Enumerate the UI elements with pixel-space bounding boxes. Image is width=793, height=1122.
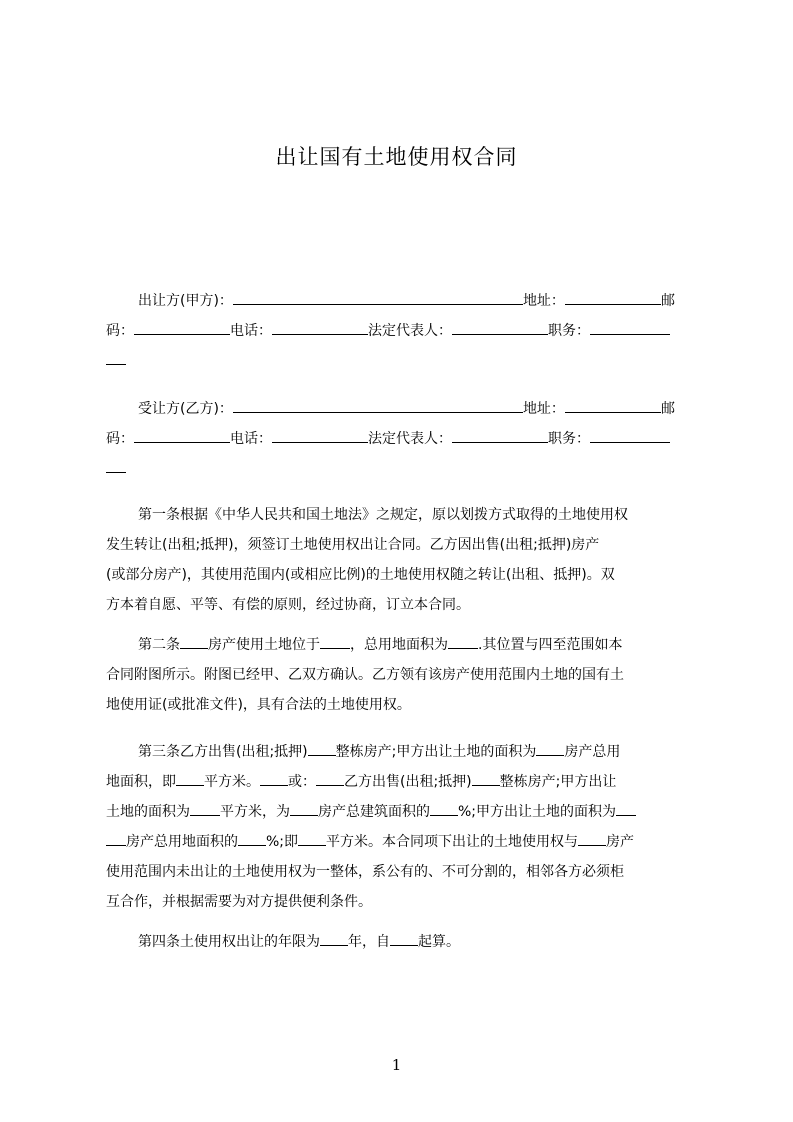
party-a-zip-label-part2: 码： xyxy=(106,323,134,339)
article-3-blank-13 xyxy=(578,828,606,846)
party-b-phone-blank xyxy=(272,425,368,443)
article-3-blank-6 xyxy=(472,768,500,786)
article-3-blank-3 xyxy=(176,768,204,786)
article-3-blank-10-cont xyxy=(106,828,126,846)
article-4-line-1 xyxy=(106,927,702,957)
article-2-text-b: 房产使用土地位于 xyxy=(208,637,320,653)
article-4 xyxy=(106,927,702,957)
party-a-title-blank-cont xyxy=(106,347,126,365)
article-3-line-1 xyxy=(106,737,702,767)
article-3-text-c: 房产总用 xyxy=(564,744,621,760)
party-b-address-label: 地址： xyxy=(522,401,565,417)
article-3-blank-8 xyxy=(290,798,318,816)
article-3-text-2a: 地面积，即 xyxy=(106,774,176,790)
party-a-phone-blank xyxy=(272,317,368,335)
party-a-title-blank xyxy=(590,317,670,335)
article-3-text-4d: 房产 xyxy=(606,834,635,850)
article-3-text-2c: 或： xyxy=(288,774,316,790)
article-3-blank-5 xyxy=(316,768,344,786)
article-3-text-2d: 乙方出售(出租;抵押) xyxy=(344,774,472,790)
article-4-years-blank xyxy=(320,928,348,946)
article-3-blank-4 xyxy=(260,768,288,786)
article-2-line-2: 合同附图所示。附图已经甲、乙双方确认。乙方领有该房产使用范围内土地的国有土 xyxy=(106,667,624,683)
party-b-zip-label-part2: 码： xyxy=(106,431,134,447)
article-3-text-4b: %;即 xyxy=(266,834,299,850)
article-3-text-3a: 土地的面积为 xyxy=(106,804,190,820)
article-3-text-2e: 整栋房产;甲方出让 xyxy=(499,774,617,790)
article-2-line-3: 地使用证(或批准文件)，具有合法的土地使用权。 xyxy=(106,697,411,713)
article-3-line-5: 使用范围内未出让的土地使用权为一整体，系公有的、不可分割的，相邻各方必须柜 xyxy=(106,864,624,880)
party-b-address-blank xyxy=(565,395,661,413)
party-a-zip-blank xyxy=(134,317,230,335)
article-2-line-1 xyxy=(106,630,702,660)
article-2-text-d: .其位置与四至范围如本 xyxy=(478,637,623,653)
article-2-heading: 第二条 xyxy=(138,637,180,653)
article-3-blank-1 xyxy=(308,738,336,756)
party-b-rep-blank xyxy=(452,425,548,443)
article-1-line-3: (或部分房产)，其使用范围内(或相应比例)的土地使用权随之转让(出租、抵押)。双 xyxy=(106,567,615,583)
article-2-property-blank xyxy=(180,631,208,649)
party-b-phone-label: 电话： xyxy=(230,431,272,447)
article-3-line-4 xyxy=(106,827,702,857)
party-a-line-3 xyxy=(106,346,702,376)
article-4-text-c: 起算。 xyxy=(418,934,460,950)
article-1-line-4: 方本着自愿、平等、有偿的原则，经过协商，订立本合同。 xyxy=(106,597,470,613)
page-number: 1 xyxy=(391,1056,402,1074)
party-b-label: 受让方(乙方)： xyxy=(138,401,233,417)
article-3-text-3c: 房产总建筑面积的 xyxy=(318,804,430,820)
article-4-start-blank xyxy=(390,928,418,946)
party-a-rep-blank xyxy=(452,317,548,335)
article-4-text-b: 年，自 xyxy=(348,934,390,950)
article-1-line-1: 第一条根据《中华人民共和国土地法》之规定，原以划拨方式取得的土地使用权 xyxy=(138,507,628,523)
party-b-title-label: 职务： xyxy=(548,431,590,447)
article-3-blank-7 xyxy=(190,798,220,816)
party-b-zip-blank xyxy=(134,425,230,443)
article-3-blank-11 xyxy=(238,828,266,846)
article-2-area-blank xyxy=(448,631,478,649)
article-3-heading: 第三条乙方出售(出租;抵押) xyxy=(138,744,308,760)
article-3-line-6: 互合作，并根据需要为对方提供便利条件。 xyxy=(106,894,372,910)
party-a-address-label: 地址： xyxy=(522,293,565,309)
party-a-name-blank xyxy=(233,287,523,305)
article-2-location-blank xyxy=(320,631,350,649)
article-3-text-4c: 平方米。本合同项下出让的土地使用权与 xyxy=(326,834,579,850)
party-a-zip-label-part1: 邮 xyxy=(660,293,675,309)
party-a-rep-label: 法定代表人： xyxy=(368,323,452,339)
party-b-rep-label: 法定代表人： xyxy=(368,431,452,447)
party-b-line-1 xyxy=(106,394,702,424)
party-b-title-blank xyxy=(590,425,670,443)
page-title: 出让国有土地使用权合同 xyxy=(275,145,518,169)
party-b-name-blank xyxy=(233,395,523,413)
party-b-title-blank-cont xyxy=(106,455,126,473)
party-b-line-2 xyxy=(106,424,702,454)
article-1 xyxy=(106,500,702,620)
article-3-text-4a: 房产总用地面积的 xyxy=(126,834,238,850)
article-3-text-3b: 平方米，为 xyxy=(220,804,290,820)
article-3-blank-10 xyxy=(616,798,636,816)
article-2 xyxy=(106,630,702,720)
party-a-address-blank xyxy=(565,287,661,305)
party-a-phone-label: 电话： xyxy=(230,323,272,339)
article-3-blank-2 xyxy=(536,738,564,756)
article-3-blank-12 xyxy=(298,828,326,846)
article-1-line-2: 发生转让(出租;抵押)，须签订土地使用权出让合同。乙方因出售(出租;抵押)房产 xyxy=(106,537,600,553)
article-3-text-2b: 平方米。 xyxy=(204,774,260,790)
article-3-line-2 xyxy=(106,767,702,797)
article-3 xyxy=(106,737,702,917)
party-a-label: 出让方(甲方)： xyxy=(138,293,233,309)
article-3-text-3d: %;甲方出让土地的面积为 xyxy=(458,804,617,820)
party-a-line-1 xyxy=(106,286,702,316)
article-3-blank-9 xyxy=(430,798,458,816)
party-b-block xyxy=(106,394,702,484)
article-3-line-3 xyxy=(106,797,702,827)
party-a-line-2 xyxy=(106,316,702,346)
party-a-block xyxy=(106,286,702,376)
party-b-zip-label-part1: 邮 xyxy=(660,401,675,417)
article-4-heading: 第四条土使用权出让的年限为 xyxy=(138,934,320,950)
party-a-title-label: 职务： xyxy=(548,323,590,339)
party-b-line-3 xyxy=(106,454,702,484)
article-3-text-b: 整栋房产;甲方出让土地的面积为 xyxy=(335,744,537,760)
article-2-text-c: ，总用地面积为 xyxy=(350,637,448,653)
